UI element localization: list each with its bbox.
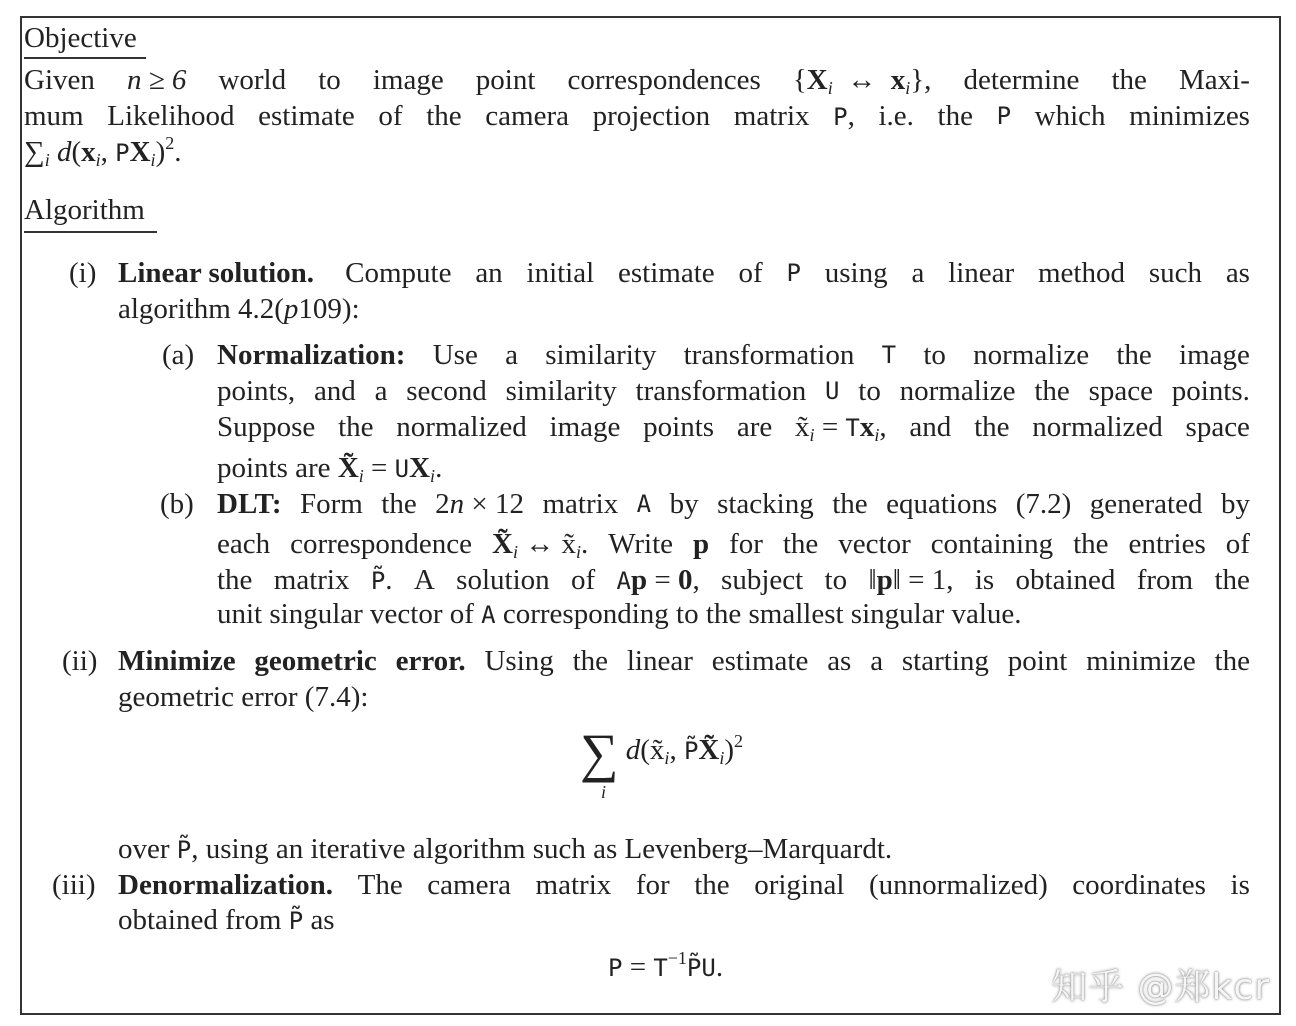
geometric-error-equation: ∑ $d(x̃_i$, $P̃X̃_i)^2$ i [580, 723, 744, 802]
step-ii-after: over P̃, using an iterative algorithm such as Levenberg–Marquardt. [118, 833, 893, 865]
objective-underline [24, 57, 146, 59]
watermark: 知乎 @郑kcr [1051, 967, 1270, 1008]
objective-heading: Objective [24, 22, 137, 54]
step-a-label: (a) [162, 339, 195, 371]
denormalization-equation: $P = T^{-1}P̃U$. [608, 948, 724, 983]
algorithm-underline [24, 231, 157, 233]
step-iii-label: (iii) [52, 869, 96, 901]
step-b-label: (b) [160, 488, 194, 520]
step-i-label: (i) [69, 257, 97, 289]
algorithm-heading: Algorithm [24, 194, 145, 226]
step-ii-label: (ii) [62, 645, 98, 677]
